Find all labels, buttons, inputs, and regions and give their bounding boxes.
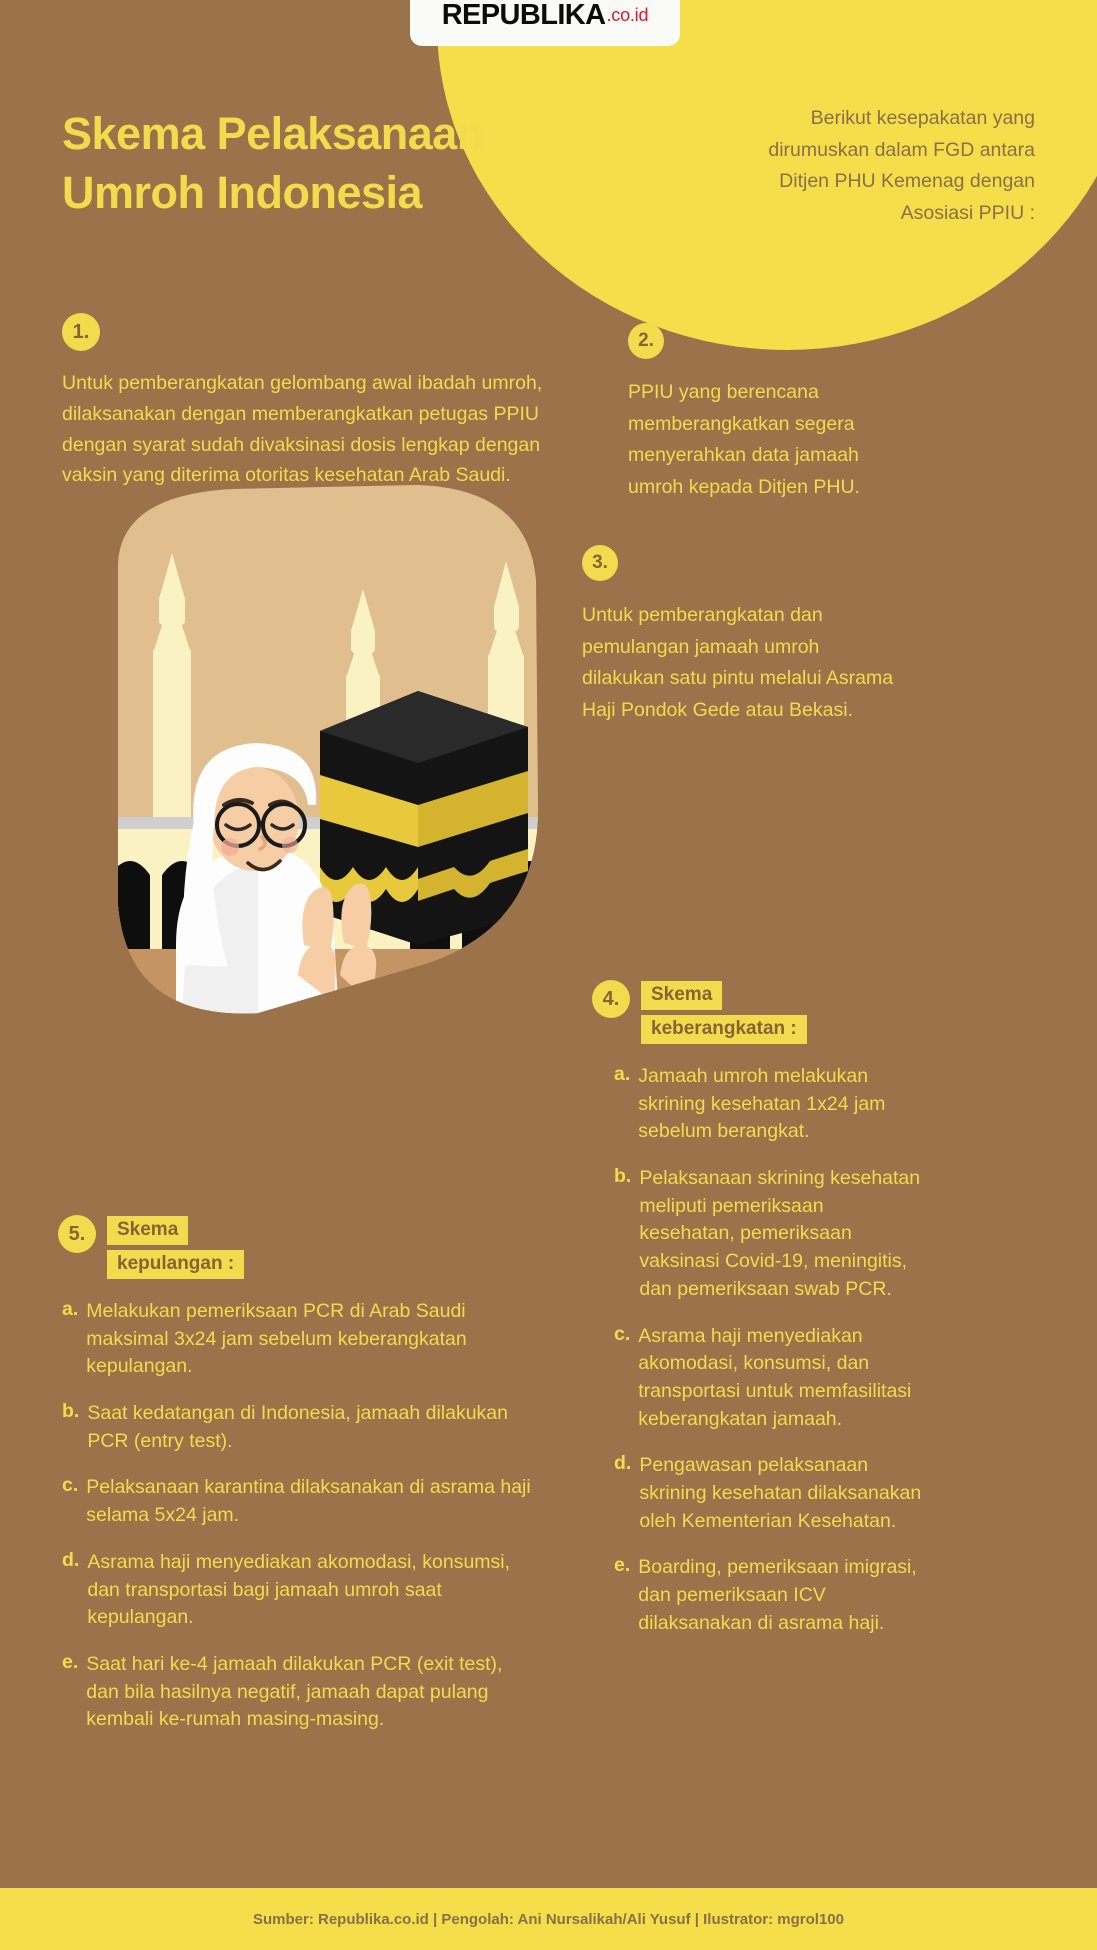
item-4-sublist xyxy=(614,1063,922,1637)
sub-text: Pengawasan pelaksanaan skrining kesehatan dilaksanakan oleh Kementerian Kesehatan. xyxy=(639,1454,922,1532)
sub-letter: c. xyxy=(614,1322,631,1345)
item-5-heading-line1: Skema xyxy=(107,1216,188,1245)
sub-letter: a. xyxy=(62,1298,79,1320)
item-4-heading xyxy=(592,980,922,1044)
list-item xyxy=(62,1298,538,1381)
list-item xyxy=(614,1063,922,1146)
page-title: Skema Pelaksanaan Umroh Indonesia xyxy=(62,108,484,219)
logo-wordmark: REPUBLIKA xyxy=(441,0,606,31)
item-1-text: Untuk pemberangkatan gelombang awal ibadah umroh, dilaksanakan dengan memberangkatkan petugas PPIU dengan syarat sudah divaksinasi dosis lengkap dengan vaksin yang diterima otoritas kesehatan Arab Saudi. xyxy=(62,372,543,487)
list-item xyxy=(62,1474,538,1529)
republika-logo xyxy=(410,0,680,46)
list-item-3 xyxy=(582,545,902,726)
footer-bar xyxy=(0,1888,1097,1950)
sub-letter: b. xyxy=(62,1400,80,1423)
sub-text: Asrama haji menyediakan akomodasi, konsumsi, dan transportasi untuk memfasilitasi keberangkatan jamaah. xyxy=(638,1324,912,1430)
sub-text: Asrama haji menyediakan akomodasi, konsumsi, dan transportasi bagi jamaah umroh saat kepulangan. xyxy=(87,1550,511,1629)
badge-number-5: 5. xyxy=(58,1215,96,1253)
list-item xyxy=(614,1554,922,1637)
list-item xyxy=(614,1165,922,1303)
list-item xyxy=(614,1323,922,1434)
sub-letter: a. xyxy=(614,1063,631,1085)
item-4-heading-line1: Skema xyxy=(641,981,722,1010)
sub-letter: d. xyxy=(62,1548,80,1571)
list-item xyxy=(62,1651,538,1734)
sub-letter: c. xyxy=(62,1474,79,1497)
sub-letter: d. xyxy=(614,1452,632,1475)
badge-number-3: 3. xyxy=(582,545,618,581)
list-item-1 xyxy=(62,313,562,491)
sub-text: Saat hari ke-4 jamaah dilakukan PCR (exit test), dan bila hasilnya negatif, jamaah dapat pulang kembali ke-rumah masing-masing. xyxy=(86,1652,503,1731)
sub-text: Pelaksanaan karantina dilaksanakan di asrama haji selama 5x24 jam. xyxy=(86,1476,531,1527)
item-4-heading-line2: keberangkatan : xyxy=(641,1015,807,1044)
list-item xyxy=(614,1452,922,1535)
sub-letter: b. xyxy=(614,1165,632,1188)
intro-text: Berikut kesepakatan yang dirumuskan dalam FGD antara Ditjen PHU Kemenag dengan Asosiasi PPIU : xyxy=(768,107,1035,224)
sub-letter: e. xyxy=(62,1650,79,1673)
item-5-heading-line2: kepulangan : xyxy=(107,1250,244,1279)
sub-letter: e. xyxy=(614,1554,631,1577)
item-2-text: PPIU yang berencana memberangkatkan segera menyerahkan data jamaah umroh kepada Ditjen PHU. xyxy=(628,381,860,498)
list-item xyxy=(62,1549,538,1632)
badge-number-1: 1. xyxy=(62,313,100,351)
item-5-sublist xyxy=(62,1298,538,1734)
list-item xyxy=(62,1400,538,1455)
sub-text: Melakukan pemeriksaan PCR di Arab Saudi maksimal 3x24 jam sebelum keberangkatan kepulangan. xyxy=(86,1300,467,1378)
list-item-2 xyxy=(628,323,918,503)
sub-text: Boarding, pemeriksaan imigrasi, dan pemeriksaan ICV dilaksanakan di asrama haji. xyxy=(638,1556,917,1634)
badge-number-2: 2. xyxy=(628,323,664,359)
logo-domain-suffix: .co.id xyxy=(606,4,649,25)
sub-text: Saat kedatangan di Indonesia, jamaah dilakukan PCR (entry test). xyxy=(87,1402,508,1452)
list-item-5 xyxy=(58,1215,538,1734)
list-item-4 xyxy=(592,980,922,1637)
badge-number-4: 4. xyxy=(592,980,630,1018)
sub-text: Pelaksanaan skrining kesehatan meliputi pemeriksaan kesehatan, pemeriksaan vaksinasi Covid-19, meningitis, dan pemeriksaan swab PCR. xyxy=(639,1167,921,1300)
item-5-heading xyxy=(58,1215,538,1279)
item-3-text: Untuk pemberangkatan dan pemulangan jamaah umroh dilakukan satu pintu melalui Asrama Haji Pondok Gede atau Bekasi. xyxy=(582,604,894,721)
footer-credits: Sumber: Republika.co.id | Pengolah: Ani Nursalikah/Ali Yusuf | Ilustrator: mgrol100 xyxy=(252,1910,844,1928)
kaaba-illustration xyxy=(58,475,578,1035)
sub-text: Jamaah umroh melakukan skrining kesehatan 1x24 jam sebelum berangkat. xyxy=(638,1065,886,1143)
